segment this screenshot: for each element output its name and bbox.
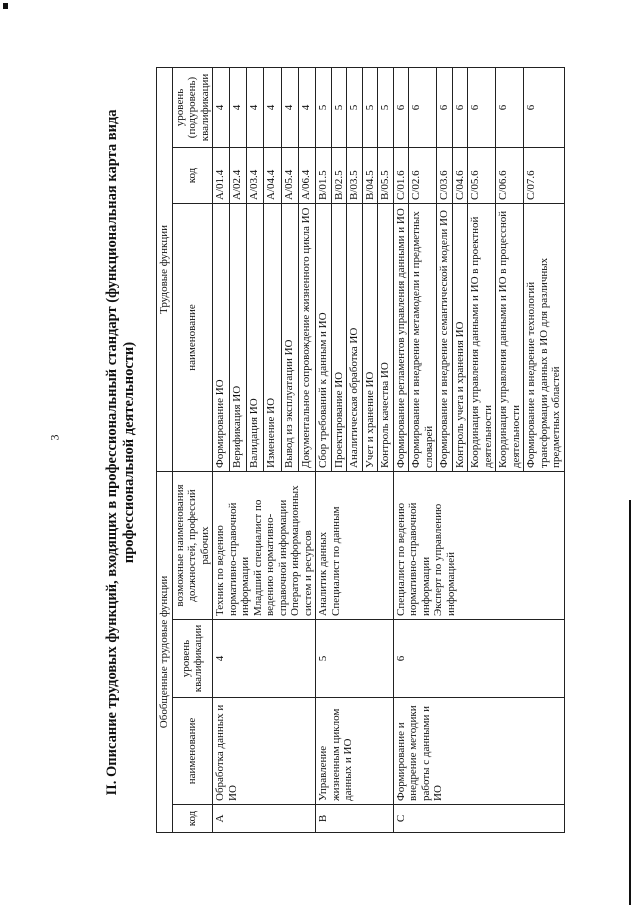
group-positions: Специалист по ведению нормативно-справочной информации Эксперт по управлению информацией xyxy=(393,471,564,619)
function-name: Валидация ИО xyxy=(247,203,264,471)
function-level: 4 xyxy=(281,67,298,147)
header-generalized: Обобщенные трудовые функции xyxy=(157,471,173,832)
function-code: C/02.6 xyxy=(409,147,437,203)
function-code: A/01.4 xyxy=(213,147,230,203)
function-code: C/03.6 xyxy=(437,147,453,203)
function-name: Формирование и внедрение метамодели и предметных словарей xyxy=(409,203,437,471)
header-code: код xyxy=(172,805,213,833)
group-level: 5 xyxy=(316,620,394,698)
group-positions: Техник по ведению нормативно-справочной информации Младший специалист по ведению нормативно-справочной информации Оператор информационных систем и ресурсов xyxy=(213,471,316,619)
function-level: 4 xyxy=(213,67,230,147)
table-row xyxy=(316,67,332,832)
function-level: 6 xyxy=(393,67,409,147)
group-name: Формирование и внедрение методики работы с данными и ИО xyxy=(393,698,564,805)
function-level: 6 xyxy=(452,67,468,147)
function-name: Контроль учета и хранения ИО xyxy=(452,203,468,471)
function-name: Верификация ИО xyxy=(230,203,247,471)
function-code: C/01.6 xyxy=(393,147,409,203)
function-level: 5 xyxy=(378,67,394,147)
function-name: Формирование регламентов управления данными и ИО xyxy=(393,203,409,471)
function-name: Контроль качества ИО xyxy=(378,203,394,471)
function-level: 6 xyxy=(437,67,453,147)
group-name: Управление жизненным циклом данных и ИО xyxy=(316,698,394,805)
group-code: B xyxy=(316,805,394,833)
function-code: A/06.4 xyxy=(298,147,315,203)
function-name: Формирование и внедрение технологий трансформации данных в ИО для различных предметных областей xyxy=(524,203,565,471)
group-level: 6 xyxy=(393,620,564,698)
table-row xyxy=(393,67,409,832)
function-code: C/05.6 xyxy=(468,147,496,203)
group-name: Обработка данных и ИО xyxy=(213,698,316,805)
function-name: Документальное сопровождение жизненного цикла ИО xyxy=(298,203,315,471)
header-function-code: код xyxy=(172,147,213,203)
functional-map-table xyxy=(156,67,565,833)
group-level: 4 xyxy=(213,620,316,698)
function-level: 4 xyxy=(264,67,281,147)
function-level: 4 xyxy=(230,67,247,147)
function-name: Координация управления данными и ИО в процессной деятельности xyxy=(496,203,524,471)
function-code: A/05.4 xyxy=(281,147,298,203)
table-row xyxy=(213,67,230,832)
function-level: 6 xyxy=(468,67,496,147)
function-level: 5 xyxy=(331,67,347,147)
title-line-2: профессиональной деятельности) xyxy=(121,341,137,564)
function-level: 4 xyxy=(298,67,315,147)
function-code: C/07.6 xyxy=(524,147,565,203)
header-positions: возможные наименования должностей, профессий рабочих xyxy=(172,471,213,619)
function-code: B/04.5 xyxy=(362,147,378,203)
header-function-name: наименование xyxy=(172,203,213,471)
function-code: C/04.6 xyxy=(452,147,468,203)
group-positions: Аналитик данных Специалист по данным xyxy=(316,471,394,619)
header-level: уровень квалификации xyxy=(172,620,213,698)
function-level: 6 xyxy=(496,67,524,147)
function-code: C/06.6 xyxy=(496,147,524,203)
function-level: 6 xyxy=(409,67,437,147)
function-code: B/02.5 xyxy=(331,147,347,203)
group-code: A xyxy=(213,805,316,833)
function-name: Изменение ИО xyxy=(264,203,281,471)
function-level: 5 xyxy=(362,67,378,147)
table-body xyxy=(213,67,565,832)
rotated-page-content xyxy=(100,50,635,855)
function-level: 5 xyxy=(347,67,363,147)
function-name: Сбор требований к данным и ИО xyxy=(316,203,332,471)
title-line-1: II. Описание трудовых функций, входящих в профессиональный стандарт (функциональная карта вида xyxy=(104,109,120,796)
function-name: Аналитическая обработка ИО xyxy=(347,203,363,471)
function-code: A/02.4 xyxy=(230,147,247,203)
function-name: Учет и хранение ИО xyxy=(362,203,378,471)
document-title xyxy=(100,50,156,855)
group-code: C xyxy=(393,805,564,833)
function-level: 5 xyxy=(316,67,332,147)
function-level: 6 xyxy=(524,67,565,147)
function-code: A/04.4 xyxy=(264,147,281,203)
function-name: Формирование ИО xyxy=(213,203,230,471)
function-name: Координация управления данными и ИО в проектной деятельности xyxy=(468,203,496,471)
header-name: наименование xyxy=(172,698,213,805)
function-name: Вывод из эксплуатации ИО xyxy=(281,203,298,471)
function-code: B/03.5 xyxy=(347,147,363,203)
function-code: B/05.5 xyxy=(378,147,394,203)
corner-mark xyxy=(3,3,8,9)
function-code: B/01.5 xyxy=(316,147,332,203)
page-number: 3 xyxy=(47,434,62,441)
function-name: Проектирование ИО xyxy=(331,203,347,471)
header-function-level: уровень (подуровень) квалификации xyxy=(172,67,213,147)
function-code: A/03.4 xyxy=(247,147,264,203)
function-name: Формирование и внедрение семантической модели ИО xyxy=(437,203,453,471)
function-level: 4 xyxy=(247,67,264,147)
header-functions: Трудовые функции xyxy=(157,67,173,471)
